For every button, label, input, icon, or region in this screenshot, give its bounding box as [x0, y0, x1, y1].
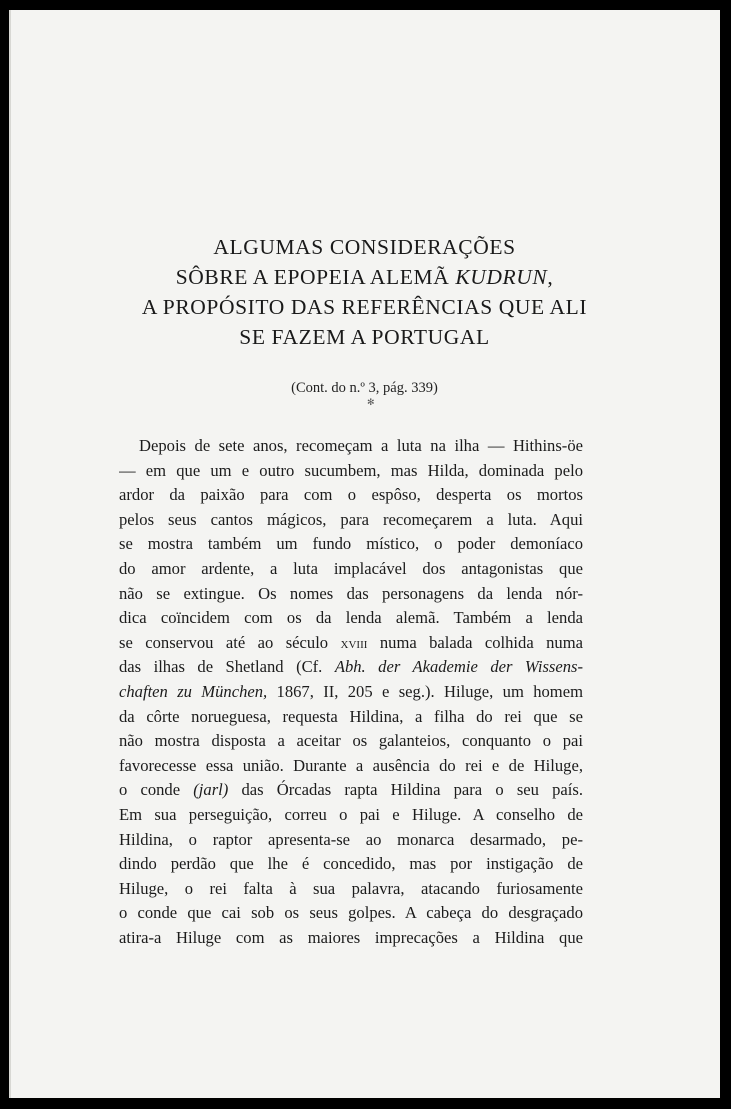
body-line — [119, 680, 583, 705]
ornament-asterisk-icon: ✻ — [367, 398, 375, 408]
citation-title-cont: chaften zu München, — [119, 681, 268, 701]
body-text-run: das Órcadas rapta Hildina para o seu país. — [228, 780, 583, 800]
body-line: Hiluge, o rei falta à sua palavra, atacando furiosamente — [119, 878, 583, 898]
title-line-3: A PROPÓSITO DAS REFERÊNCIAS QUE ALI — [141, 295, 588, 319]
body-line: não mostra disposta a aceitar os galanteios, conquanto o pai — [119, 731, 583, 751]
body-line: favorecesse essa união. Durante a ausência do rei e de Hiluge, — [119, 755, 583, 775]
document-page — [9, 10, 720, 1098]
body-text-run: numa balada colhida numa — [367, 632, 583, 652]
citation-title: Abh. der Akademie der Wissens- — [334, 657, 583, 677]
body-line: Em sua perseguição, correu o pai e Hiluge. A conselho de — [119, 804, 583, 824]
title-line-2-suffix: , — [547, 265, 554, 289]
body-text-run: se conservou até ao século — [119, 632, 341, 652]
body-line: o conde que cai sob os seus golpes. A cabeça do desgraçado — [119, 903, 583, 923]
body-line: dica coïncidem com os da lenda alemã. Também a lenda — [119, 608, 583, 628]
body-line: atira-a Hiluge com as maiores imprecações a Hildina que — [119, 927, 583, 947]
body-line — [119, 778, 583, 803]
body-text-run: o conde — [119, 780, 194, 800]
body-line: não se extingue. Os nomes das personagens da lenda nór- — [119, 583, 583, 603]
body-line: ardor da paixão para com o espôso, desperta os mortos — [119, 485, 583, 505]
title-line-1: ALGUMAS CONSIDERAÇÕES — [213, 235, 516, 259]
page-edge-shadow — [9, 10, 11, 1098]
body-line: dindo perdão que lhe é concedido, mas por instigação de — [119, 854, 583, 874]
body-line: Depois de sete anos, recomeçam a luta na ilha — Hithins-öe — [139, 436, 583, 455]
title-kudrun: KUDRUN — [455, 265, 548, 289]
body-paragraph — [119, 434, 583, 950]
roman-numeral-century: xviii — [340, 635, 368, 652]
title-line-2-prefix: SÔBRE A EPOPEIA ALEMÃ — [175, 265, 456, 289]
body-text-run: 1867, II, 205 e seg.). Hiluge, um homem — [267, 681, 583, 701]
body-text-run: das ilhas de Shetland (Cf. — [119, 657, 335, 677]
body-line: da côrte norueguesa, requesta Hildina, a filha do rei que se — [119, 706, 583, 726]
article-title — [9, 232, 720, 352]
body-line: do amor ardente, a luta implacável dos antagonistas que — [119, 558, 583, 578]
title-line-2 — [9, 262, 720, 292]
jarl-term: (jarl) — [193, 780, 229, 800]
body-line: — em que um e outro sucumbem, mas Hilda, dominada pelo — [119, 460, 583, 480]
body-line: Hildina, o raptor apresenta-se ao monarca desarmado, pe- — [119, 829, 583, 849]
body-line: pelos seus cantos mágicos, para recomeçarem a luta. Aqui — [119, 509, 583, 529]
body-line — [119, 655, 583, 680]
body-line: se mostra também um fundo místico, o poder demoníaco — [119, 534, 583, 554]
continuation-note: (Cont. do n.º 3, pág. 339) — [291, 380, 438, 396]
body-line — [119, 631, 583, 656]
title-line-4: SE FAZEM A PORTUGAL — [239, 325, 490, 349]
